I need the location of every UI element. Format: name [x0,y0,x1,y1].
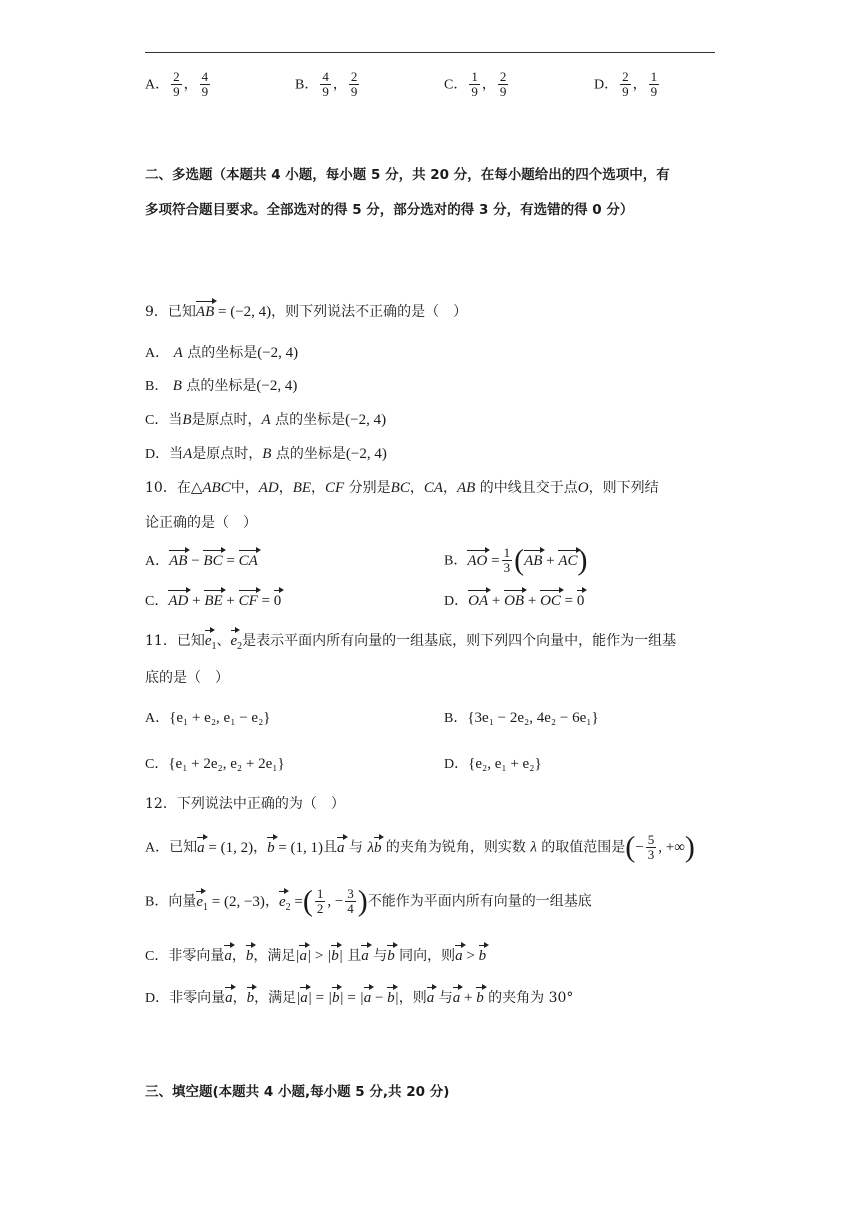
q9-option-c: C．当B是原点时，A 点的坐标是(−2, 4) [145,412,387,428]
prev-option-c: C． $\frac{1}{9}$ ， $\frac{2}{9}$ [444,69,507,99]
q12-option-d: D．非零向量a，b，满足|a| = |b| = |a − b|，则a 与a + b 的夹角为 30° [145,990,574,1006]
q11-option-c: C．{e₁ + 2e₂, e₂ + 2e₁} [145,756,285,772]
q11-stem-line1: 11．已知$e_1$、$e_2$是表示平面内所有向量的一组基底，则下列四个向量中，能作为一组基 [145,633,677,652]
q10-option-a: A．AB − BC = CA [145,553,258,569]
q9-option-d: D．当A是原点时，B 点的坐标是(−2, 4) [145,446,387,462]
section2-heading-line1: 二、多选题（本题共 4 小题，每小题 5 分，共 20 分，在每小题给出的四个选项中，有 [145,167,670,183]
top-rule [145,52,715,53]
q10-stem-line1: 10．在△ABC中，AD，BE，CF 分别是BC，CA，AB 的中线且交于点O，则下列结 [145,480,659,496]
q10-option-d: D．OA + OB + OC = 0 [444,593,585,609]
q12-option-b: B．向量$e_1 = (2$, −3)，$e_2$ =( $\frac{1}{2}$ , − $\frac{3}{4}$ )不能作为平面内所有向量的一组基底 [145,884,592,918]
prev-option-a: A． $\frac{2}{9}$ ， $\frac{4}{9}$ [145,69,209,99]
q9-option-b: B． B 点的坐标是(−2, 4) [145,378,298,394]
section2-heading-line2: 多项符合题目要求。全部选对的得 5 分，部分选对的得 3 分，有选错的得 0 分） [145,202,634,218]
q9-option-a: A． A 点的坐标是(−2, 4) [145,345,299,361]
q10-option-c: C．AD + BE + CF = 0 [145,593,282,609]
q11-option-b: B．{3e₁ − 2e₂, 4e₂ − 6e₁} [444,710,599,726]
q12-option-a: A．已知a = (1, 2)，b = (1, 1)且a 与 λb 的夹角为锐角，则实数 λ 的取值范围是(− $\frac{5}{3}$ , +∞) [145,830,695,864]
prev-option-d: D． $\frac{2}{9}$ ， $\frac{1}{9}$ [594,69,658,99]
q12-stem: 12．下列说法中正确的为（ ） [145,796,345,812]
q10-stem-line2: 论正确的是（ ） [145,515,257,531]
q11-option-d: D．{e₂, e₁ + e₂} [444,756,542,772]
section3-heading: 三、填空题(本题共 4 小题,每小题 5 分,共 20 分) [145,1084,450,1100]
q11-stem-line2: 底的是（ ） [145,670,229,686]
q10-option-b: B．AO = $\frac{1}{3}$ (AB + AC) [444,543,588,577]
prev-option-b: B． $\frac{4}{9}$ ， $\frac{2}{9}$ [295,69,358,99]
q11-option-a: A．{e₁ + e₂, e₁ − e₂} [145,710,271,726]
q9-stem: 9．已知AB = (−2, 4)，则下列说法不正确的是（ ） [145,304,468,320]
q12-option-c: C．非零向量a，b，满足|a| > |b| 且a 与b 同向，则a > b [145,948,487,964]
